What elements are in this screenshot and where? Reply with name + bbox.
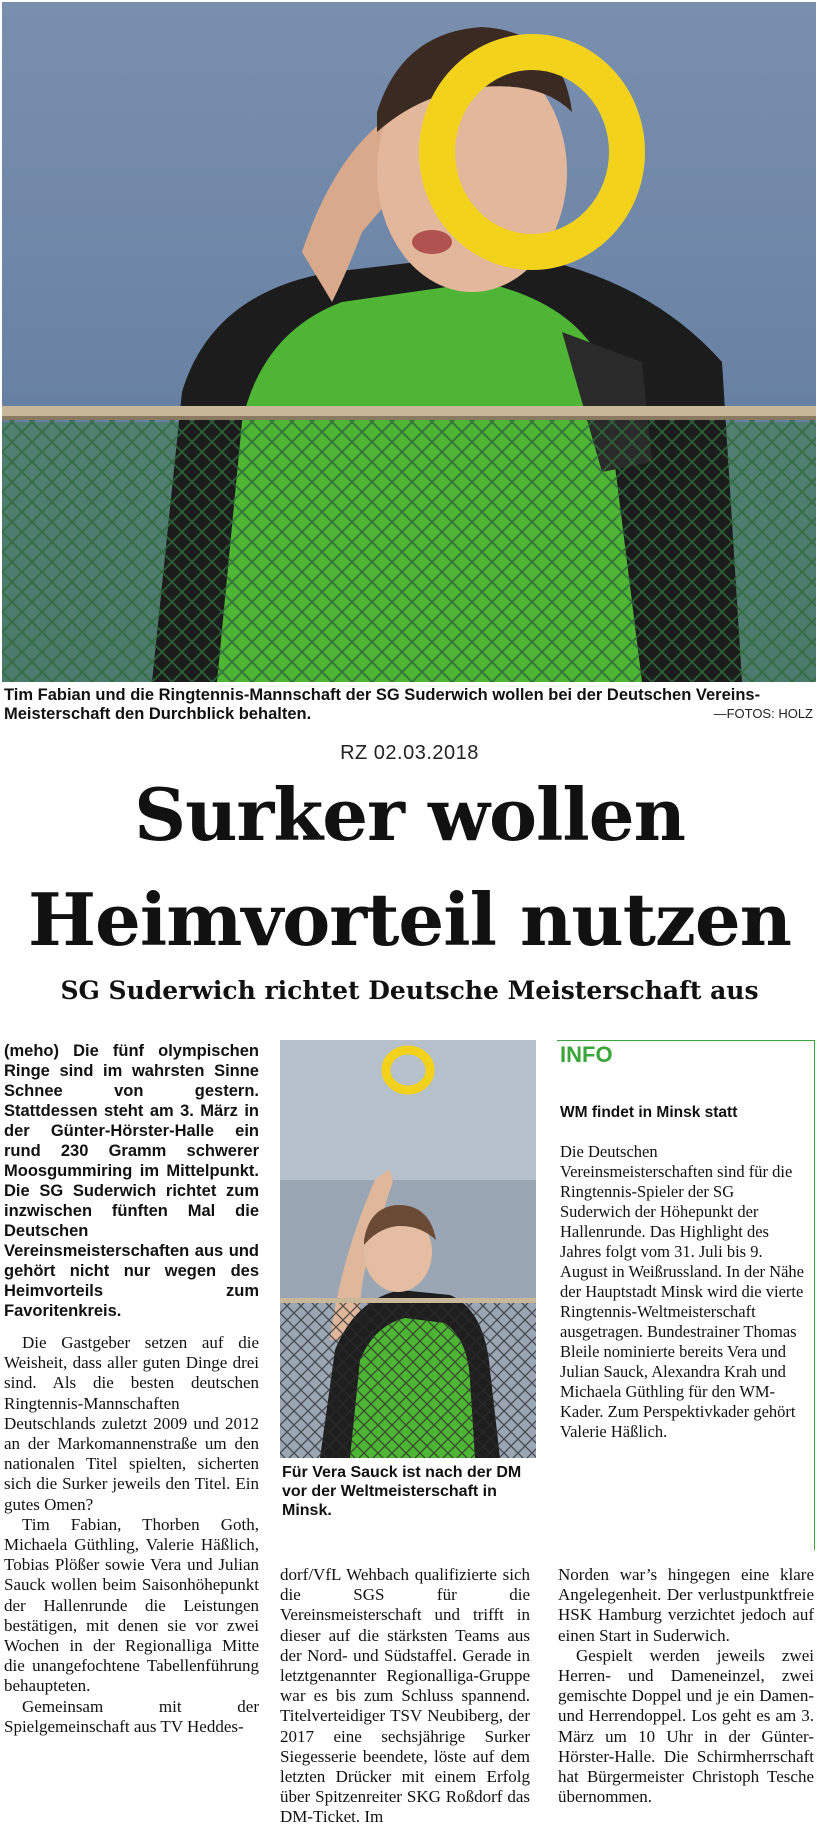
- article-paragraph: dorf/VfL Wehbach qualifizierte sich die SGS für die Vereinsmeisterschaft und trifft in dieser auf die stärksten Teams aus der Nord- und Südstaffel. Gerade in letztgenannter Regionalliga-Gruppe war es bis zum Schluss spannend. Titelverteidiger TSV Neubiberg, der 2017 eine sechsjährige Surker Siegesserie beendete, löste auf dem letzten Drücker mit einem Erfolg über Spitzenreiter SKG Roßdorf das DM-Ticket. Im: [280, 1565, 530, 1827]
- article-paragraph: Norden war’s hingegen eine klare Angelegenheit. Der verlustpunktfreie HSK Hamburg verzichtet jedoch auf einen Start in Suderwich.: [558, 1565, 814, 1645]
- article-paragraph: Tim Fabian, Thorben Goth, Michaela Güthling, Valerie Häßlich, Tobias Plößer sowie Vera und Julian Sauck wollen beim Saisonhöhepunkt der Hallenrunde die Leistungen bestätigen, mit denen sie vor zwei Wochen in der Regionalliga Mitte die unangefochtene Tabellenführung behaupteten.: [4, 1514, 259, 1696]
- article-lead: (meho) Die fünf olympischen Ringe sind im wahrsten Sinne Schnee von gestern. Stattdessen steht am 3. März in der Günter-Hörster-Halle ein rund 230 Gramm schwerer Moosgummiring im Mittelpunkt. Die SG Suderwich richtet zum inzwischen fünften Mal die Deutschen Vereinsmeisterschaften aus und gehört nicht nur wegen des Heimvorteils zum Favoritenkreis.: [4, 1042, 259, 1320]
- photo-caption: Tim Fabian und die Ringtennis-Mannschaft der SG Suderwich wollen bei der Deutschen Vereins-Meisterschaft den Durchblick behalten.: [4, 686, 761, 723]
- secondary-photo-caption: Für Vera Sauck ist nach der DM vor der Weltmeisterschaft in Minsk.: [282, 1464, 522, 1519]
- article-column-1: [4, 1041, 259, 1737]
- headline-line-2: Heimvorteil nutzen: [28, 877, 791, 962]
- subheadline: SG Suderwich richtet Deutsche Meisterschaft aus: [60, 976, 759, 1005]
- headline-line-1: Surker wollen: [134, 772, 685, 857]
- secondary-photo: [280, 1040, 536, 1458]
- hero-photo: [2, 2, 816, 682]
- info-label: INFO: [560, 1042, 613, 1067]
- article-paragraph: Die Gastgeber setzen auf die Weisheit, dass aller guten Dinge drei sind. Als die besten deutschen Ringtennis-Mannschaften Deutschlands zuletzt 2009 und 2012 an der Markomannenstraße um den nationalen Titel spielten, sicherten sich die Surker jeweils den Titel. Ein gutes Omen?: [4, 1333, 259, 1514]
- article-column-3: [558, 1565, 814, 1807]
- info-body: Die Deutschen Vereinsmeisterschaften sind für die Ringtennis-Spieler der SG Suderwich der Höhepunkt der Hallenrunde. Das Highlight des Jahres folgt vom 31. Juli bis 9. August in Weißrussland. In der Nähe der Hauptstadt Minsk wird die vierte Ringtennis-Weltmeisterschaft ausgetragen. Bundestrainer Thomas Bleile nominierte bereits Vera und Julian Sauck, Alexandra Krah und Michaela Güthling für den WM-Kader. Zum Perspektivkader gehört Valerie Häßlich.: [560, 1142, 804, 1441]
- article-paragraph: Gespielt werden jeweils zwei Herren- und Dameneinzel, zwei gemischte Doppel und je ein Damen- und Herrendoppel. Los geht es am 3. März um 10 Uhr in der Günter-Hörster-Halle. Die Schirmherrschaft hat Bürgermeister Christoph Tesche übernommen.: [558, 1645, 814, 1807]
- photo-credit: —FOTOS: HOLZ: [713, 706, 813, 721]
- dateline: RZ 02.03.2018: [340, 742, 479, 764]
- article-paragraph: Gemeinsam mit der Spielgemeinschaft aus TV Heddes-: [4, 1696, 259, 1736]
- info-title: WM findet in Minsk statt: [560, 1104, 738, 1121]
- article-column-2: [280, 1565, 530, 1828]
